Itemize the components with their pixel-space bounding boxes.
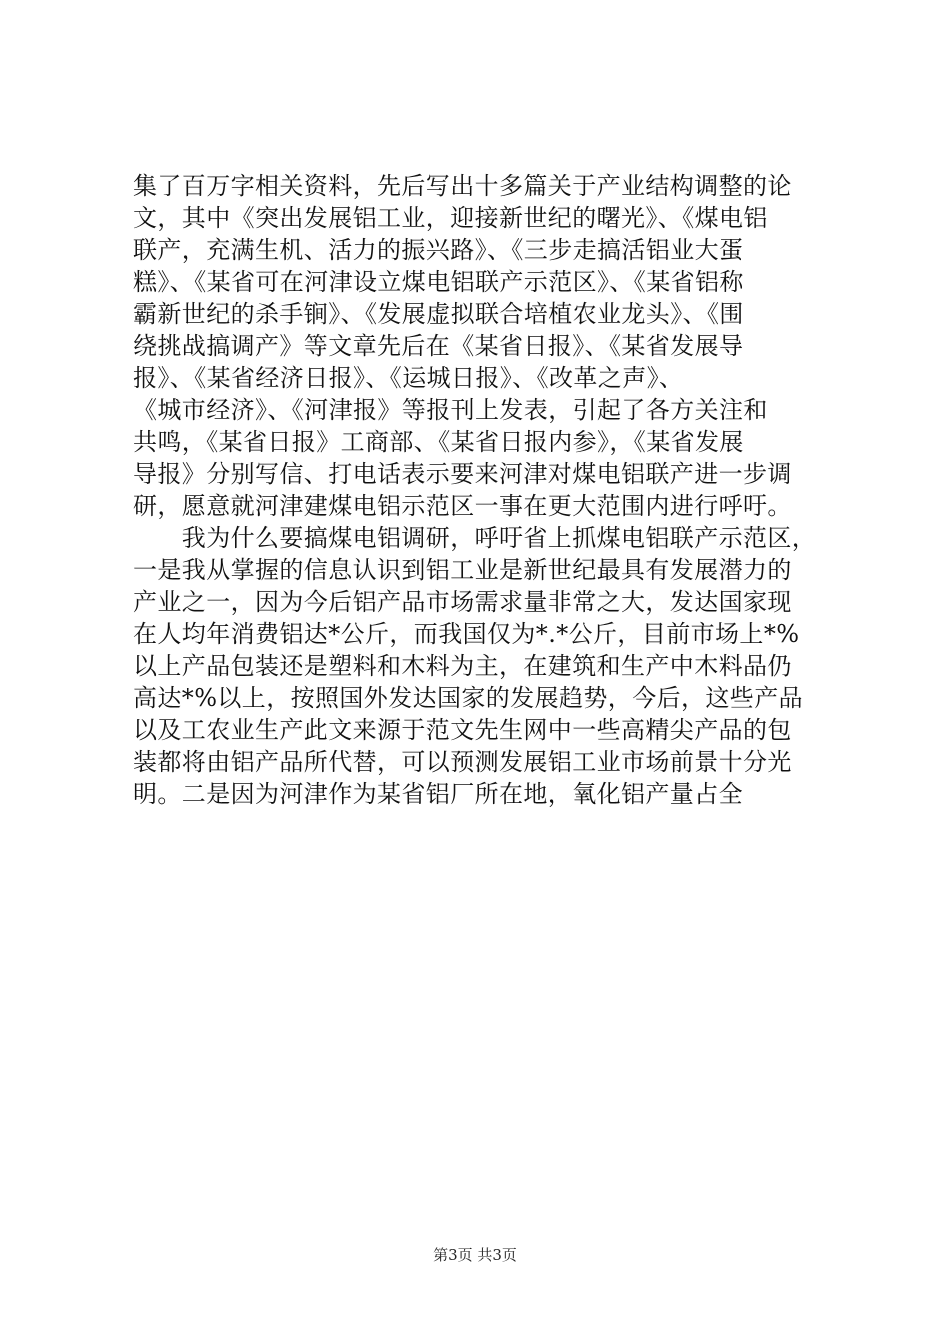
page-number-label: 第3页 共3页 bbox=[433, 1246, 517, 1264]
text-line-4: 糕》、《某省可在河津设立煤电铝联产示范区》、《某省铝称 bbox=[133, 268, 744, 296]
text-line-10: 导报》分别写信、打电话表示要来河津对煤电铝联产进一步调 bbox=[133, 460, 792, 488]
text-line-2: 文，其中《突出发展铝工业，迎接新世纪的曙光》、《煤电铝 bbox=[133, 204, 768, 232]
text-line-12: 我为什么要搞煤电铝调研，呼吁省上抓煤电铝联产示范区， bbox=[133, 524, 817, 552]
text-line-9: 共鸣，《某省日报》工商部、《某省日报内参》，《某省发展 bbox=[133, 428, 744, 456]
text-line-19: 装都将由铝产品所代替，可以预测发展铝工业市场前景十分光 bbox=[133, 748, 792, 776]
text-line-6: 绕挑战搞调产》等文章先后在《某省日报》、《某省发展导 bbox=[133, 332, 744, 360]
text-line-8: 《城市经济》、《河津报》等报刊上发表，引起了各方关注和 bbox=[133, 396, 768, 424]
text-line-13: 一是我从掌握的信息认识到铝工业是新世纪最具有发展潜力的 bbox=[133, 556, 792, 584]
text-line-14: 产业之一，因为今后铝产品市场需求量非常之大，发达国家现 bbox=[133, 588, 792, 616]
text-line-5: 霸新世纪的杀手锏》、《发展虚拟联合培植农业龙头》、《围 bbox=[133, 300, 744, 328]
document-body bbox=[133, 170, 833, 810]
text-line-20: 明。二是因为河津作为某省铝厂所在地，氧化铝产量占全 bbox=[133, 780, 743, 808]
text-line-18: 以及工农业生产此文来源于范文先生网中一些高精尖产品的包 bbox=[133, 716, 792, 744]
text-line-1: 集了百万字相关资料，先后写出十多篇关于产业结构调整的论 bbox=[133, 172, 792, 200]
text-line-11: 研，愿意就河津建煤电铝示范区一事在更大范围内进行呼吁。 bbox=[133, 492, 792, 520]
text-line-3: 联产，充满生机、活力的振兴路》、《三步走搞活铝业大蛋 bbox=[133, 236, 744, 264]
text-line-17: 高达*%以上，按照国外发达国家的发展趋势，今后，这些产品 bbox=[133, 684, 804, 712]
page-footer bbox=[0, 1245, 950, 1265]
text-line-7: 报》、《某省经济日报》、《运城日报》、《改革之声》、 bbox=[133, 364, 684, 392]
text-line-16: 以上产品包装还是塑料和木料为主，在建筑和生产中木料品仍 bbox=[133, 652, 792, 680]
text-line-15: 在人均年消费铝达*公斤，而我国仅为*.*公斤，目前市场上*% bbox=[133, 620, 800, 648]
